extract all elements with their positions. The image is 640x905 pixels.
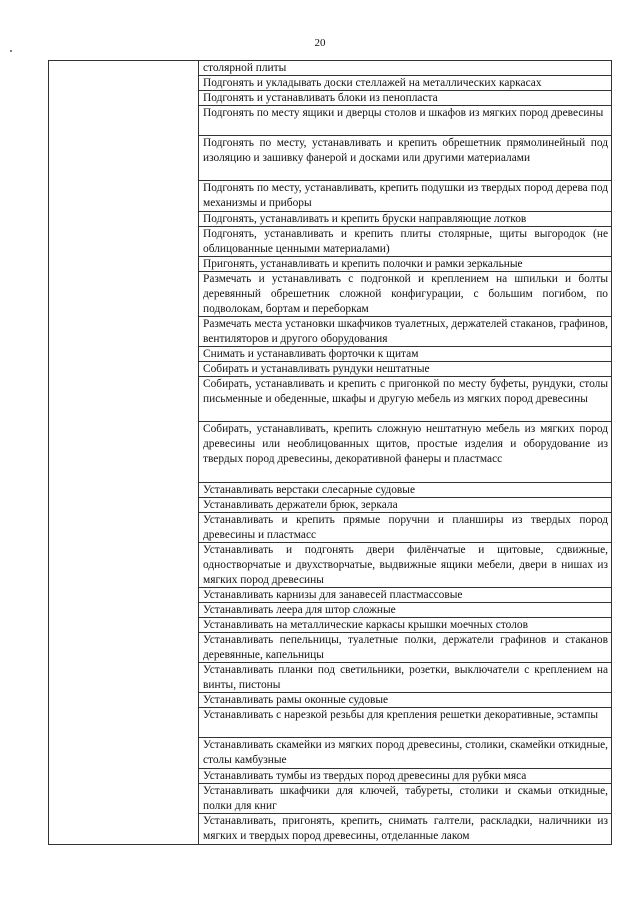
table-row: Устанавливать леера для штор сложные [199,603,611,618]
table-row: Подгонять по месту ящики и дверцы столов и шкафов из мягких пород древесины [199,106,611,136]
table-row: Устанавливать пепельницы, туалетные полки, держатели графинов и стаканов деревянные, капельницы [199,633,611,663]
table-row: Подгонять по месту, устанавливать и крепить обрешетник прямолинейный под изоляцию и зашивку фанерой и досками или другими материалами [199,136,611,181]
table-row: Устанавливать держатели брюк, зеркала [199,498,611,513]
table-row: Устанавливать верстаки слесарные судовые [199,483,611,498]
table-row: Устанавливать рамы оконные судовые [199,693,611,708]
table-row: Устанавливать с нарезкой резьбы для крепления решетки декоративные, эстампы [199,708,611,738]
table-row: Размечать и устанавливать с подгонкой и креплением на шпильки и болты деревянный обрешетник сложной конфигурации, с большим погибом, по подволокам, бортам и переборкам [199,272,611,317]
table-row: Собирать, устанавливать, крепить сложную нештатную мебель из мягких пород древесины или необлицованных щитов, простые изделия и оборудование из твердых пород древесины, декоративной фанеры и пластмасс [199,422,611,482]
table-row: Устанавливать планки под светильники, розетки, выключатели с креплением на винты, пистоны [199,663,611,693]
table-row: Пригонять, устанавливать и крепить полочки и рамки зеркальные [199,257,611,272]
table-row: Устанавливать шкафчики для ключей, табуреты, столики и скамьи откидные, полки для книг [199,784,611,814]
scan-speck [10,50,12,52]
table-row: Снимать и устанавливать форточки к щитам [199,347,611,362]
table-row: Устанавливать скамейки из мягких пород древесины, столики, скамейки откидные, столы камбузные [199,738,611,768]
table-row: столярной плиты [199,61,611,76]
table-row: Подгонять, устанавливать и крепить плиты столярные, щиты выгородок (не облицованные ценными материалами) [199,227,611,257]
table-row: Подгонять и укладывать доски стеллажей на металлических каркасах [199,76,611,91]
page-number: 20 [314,37,326,49]
left-column-empty [49,61,199,844]
table-row: Устанавливать, пригонять, крепить, снимать галтели, раскладки, наличники из мягких и твердых пород древесины, отделанные лаком [203,814,608,842]
table-row: Устанавливать и подгонять двери филёнчатые и щитовые, сдвижные, одностворчатые и двухстворчатые, выдвижные ящики мебели, двери в нишах из мягких пород древесины [199,543,611,588]
table-row: Подгонять и устанавливать блоки из пенопласта [199,91,611,106]
table-row: Устанавливать на металлические каркасы крышки моечных столов [199,618,611,633]
table-row: Устанавливать тумбы из твердых пород древесины для рубки мяса [199,769,611,784]
table-row: Устанавливать карнизы для занавесей пластмассовые [199,588,611,603]
table-row: Подгонять по месту, устанавливать, крепить подушки из твердых пород дерева под механизмы и приборы [199,181,611,211]
table-row: Собирать, устанавливать и крепить с пригонкой по месту буфеты, рундуки, столы письменные и обеденные, шкафы и другую мебель из мягких пород древесины [199,377,611,422]
work-table [48,60,612,845]
table-row: Подгонять, устанавливать и крепить бруски направляющие лотков [199,212,611,227]
table-rows [199,61,611,844]
table-row: Размечать места установки шкафчиков туалетных, держателей стаканов, графинов, вентиляторов и другого оборудования [199,317,611,347]
table-row: Собирать и устанавливать рундуки нештатные [199,362,611,377]
table-row: Устанавливать и крепить прямые поручни и планширы из твердых пород древесины и пластмасс [199,513,611,543]
